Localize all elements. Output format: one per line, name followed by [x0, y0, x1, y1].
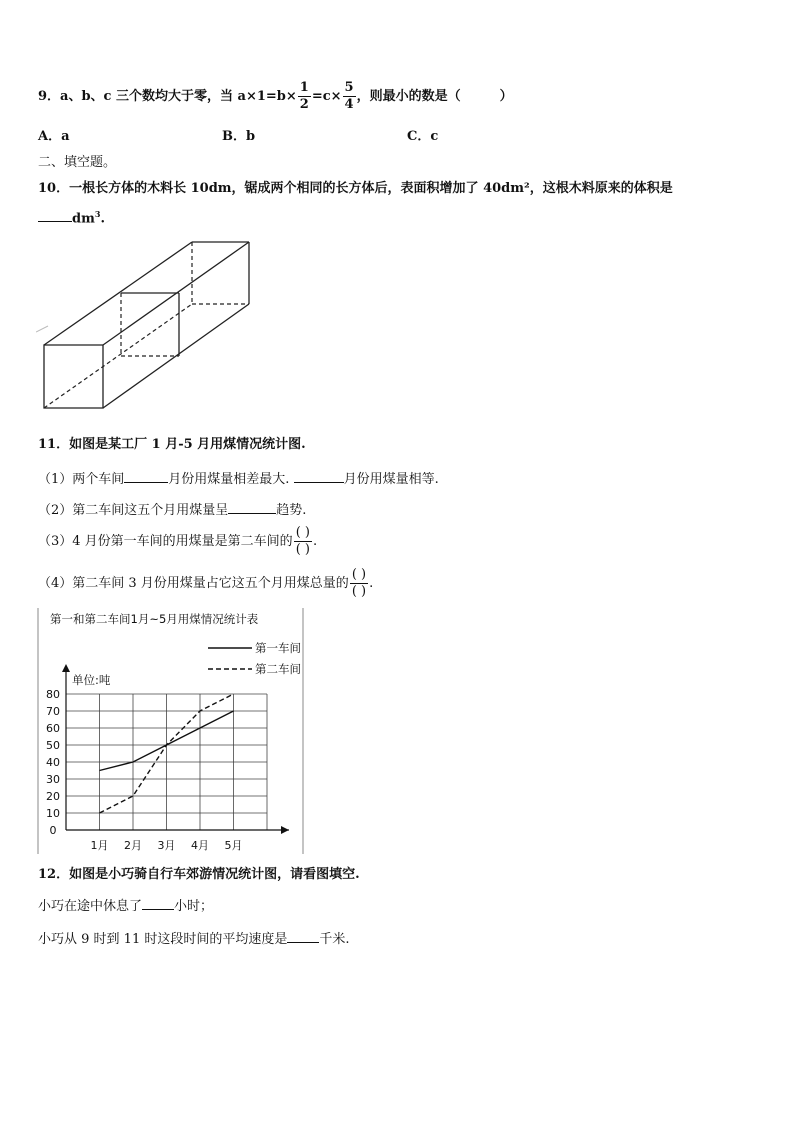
y-tick-label: 70 — [46, 705, 60, 718]
q11-part3-text: （3）4 月份第一车间的用煤量是第二车间的 — [38, 534, 293, 549]
q11-part3-period: . — [312, 534, 318, 549]
y-tick-label: 0 — [49, 824, 57, 837]
front-face — [44, 345, 103, 408]
q11-part4 — [38, 566, 373, 602]
fraction-numerator: 1 — [299, 80, 309, 95]
y-tick-label: 50 — [46, 739, 60, 752]
q10-text: 10．一根长方体的木料长 10dm，锯成两个相同的长方体后，表面积增加了 40dm²，这根木料原来的体积是 — [38, 181, 673, 196]
q11-title: 11．如图是某工厂 1 月-5 月用煤情况统计图. — [38, 437, 306, 452]
q11-part2 — [38, 499, 306, 518]
plot-area — [46, 664, 289, 852]
fraction-denominator: 4 — [344, 97, 354, 112]
y-tick-label: 40 — [46, 756, 60, 769]
q12-line1 — [38, 895, 213, 914]
x-tick-label: 2月 — [124, 839, 142, 852]
q12-line2-text-a: 小巧从 9 时到 11 时这段时间的平均速度是 — [38, 932, 288, 947]
q12-title: 12．如图是小巧骑自行车郊游情况统计图，请看图填空. — [38, 867, 360, 882]
q11-part1-text-a: （1）两个车间 — [38, 472, 125, 487]
q11-part1 — [38, 468, 439, 487]
q12-line1-text-a: 小巧在途中休息了 — [38, 899, 143, 914]
chart-title: 第一和第二车间1月~5月用煤情况统计表 — [50, 612, 259, 626]
q11-part4-period: . — [369, 576, 374, 591]
q12-line2-text-b: 千米. — [319, 932, 350, 947]
y-tick-label: 80 — [46, 688, 60, 701]
coal-usage-chart — [36, 608, 308, 854]
q9-text-b: =c× — [311, 89, 342, 104]
legend-label-series-1: 第一车间 — [255, 641, 301, 655]
q10-unit: dm — [72, 211, 95, 227]
x-tick-label: 1月 — [90, 839, 109, 852]
q9-fraction-1 — [298, 80, 311, 113]
y-tick-label: 60 — [46, 722, 60, 735]
q9-line — [38, 80, 513, 114]
answer-blank — [287, 930, 319, 943]
q12-line2 — [38, 928, 349, 947]
q9-option-c: C．c — [407, 129, 439, 144]
q9-text-c: ，则最小的数是（ ） — [356, 89, 513, 104]
x-tick-label: 5月 — [224, 839, 243, 852]
answer-blank — [38, 209, 72, 222]
q11-part4-text: （4）第二车间 3 月份用煤量占它这五个月用煤总量的 — [38, 576, 349, 591]
q12-line1-text-b: 小时； — [174, 899, 214, 914]
fraction-denominator: ( ) — [351, 584, 367, 599]
x-axis-arrow — [281, 826, 289, 834]
q11-part3 — [38, 524, 317, 560]
answer-blank — [294, 470, 344, 483]
answer-fraction — [350, 567, 368, 600]
q11-part2-text-b: 趋势. — [276, 503, 307, 518]
q9-number: 9． — [38, 89, 61, 104]
q11-part1-text-c: 月份用煤量相等. — [343, 472, 439, 487]
y-axis-unit-label: 单位:吨 — [72, 673, 111, 687]
fraction-denominator: ( ) — [295, 542, 310, 557]
q10-unit-exponent: 3 — [94, 209, 101, 219]
q11-part2-text-a: （2）第二车间这五个月用煤量呈 — [38, 503, 229, 518]
x-tick-label: 3月 — [157, 839, 176, 852]
section-heading: 二、填空题。 — [38, 155, 117, 170]
fraction-numerator: 5 — [344, 80, 354, 95]
legend-label-series-2: 第二车间 — [255, 662, 301, 676]
y-tick-label: 30 — [46, 773, 60, 786]
answer-fraction — [294, 525, 312, 558]
cuboid-figure — [36, 238, 256, 414]
q10-period: . — [100, 211, 105, 227]
fraction-denominator: 2 — [299, 97, 309, 112]
answer-blank — [228, 501, 276, 514]
y-tick-label: 20 — [46, 790, 60, 803]
y-tick-label: 10 — [46, 807, 60, 820]
q9-fraction-2 — [343, 80, 356, 113]
q9-text-a: a、b、c 三个数均大于零，当 a×1=b× — [60, 89, 297, 104]
y-axis-arrow — [62, 664, 70, 672]
x-tick-label: 4月 — [191, 839, 209, 852]
scan-artifact — [36, 326, 48, 332]
q11-part1-text-b: 月份用煤量相差最大. — [168, 472, 290, 487]
answer-blank — [142, 897, 174, 910]
q9-option-b: B．b — [222, 129, 256, 144]
q10-answer-line — [38, 209, 105, 226]
answer-blank — [124, 470, 168, 483]
q9-option-a: A．a — [38, 129, 70, 144]
fraction-numerator: ( ) — [295, 525, 310, 540]
fraction-numerator: ( ) — [351, 567, 367, 582]
